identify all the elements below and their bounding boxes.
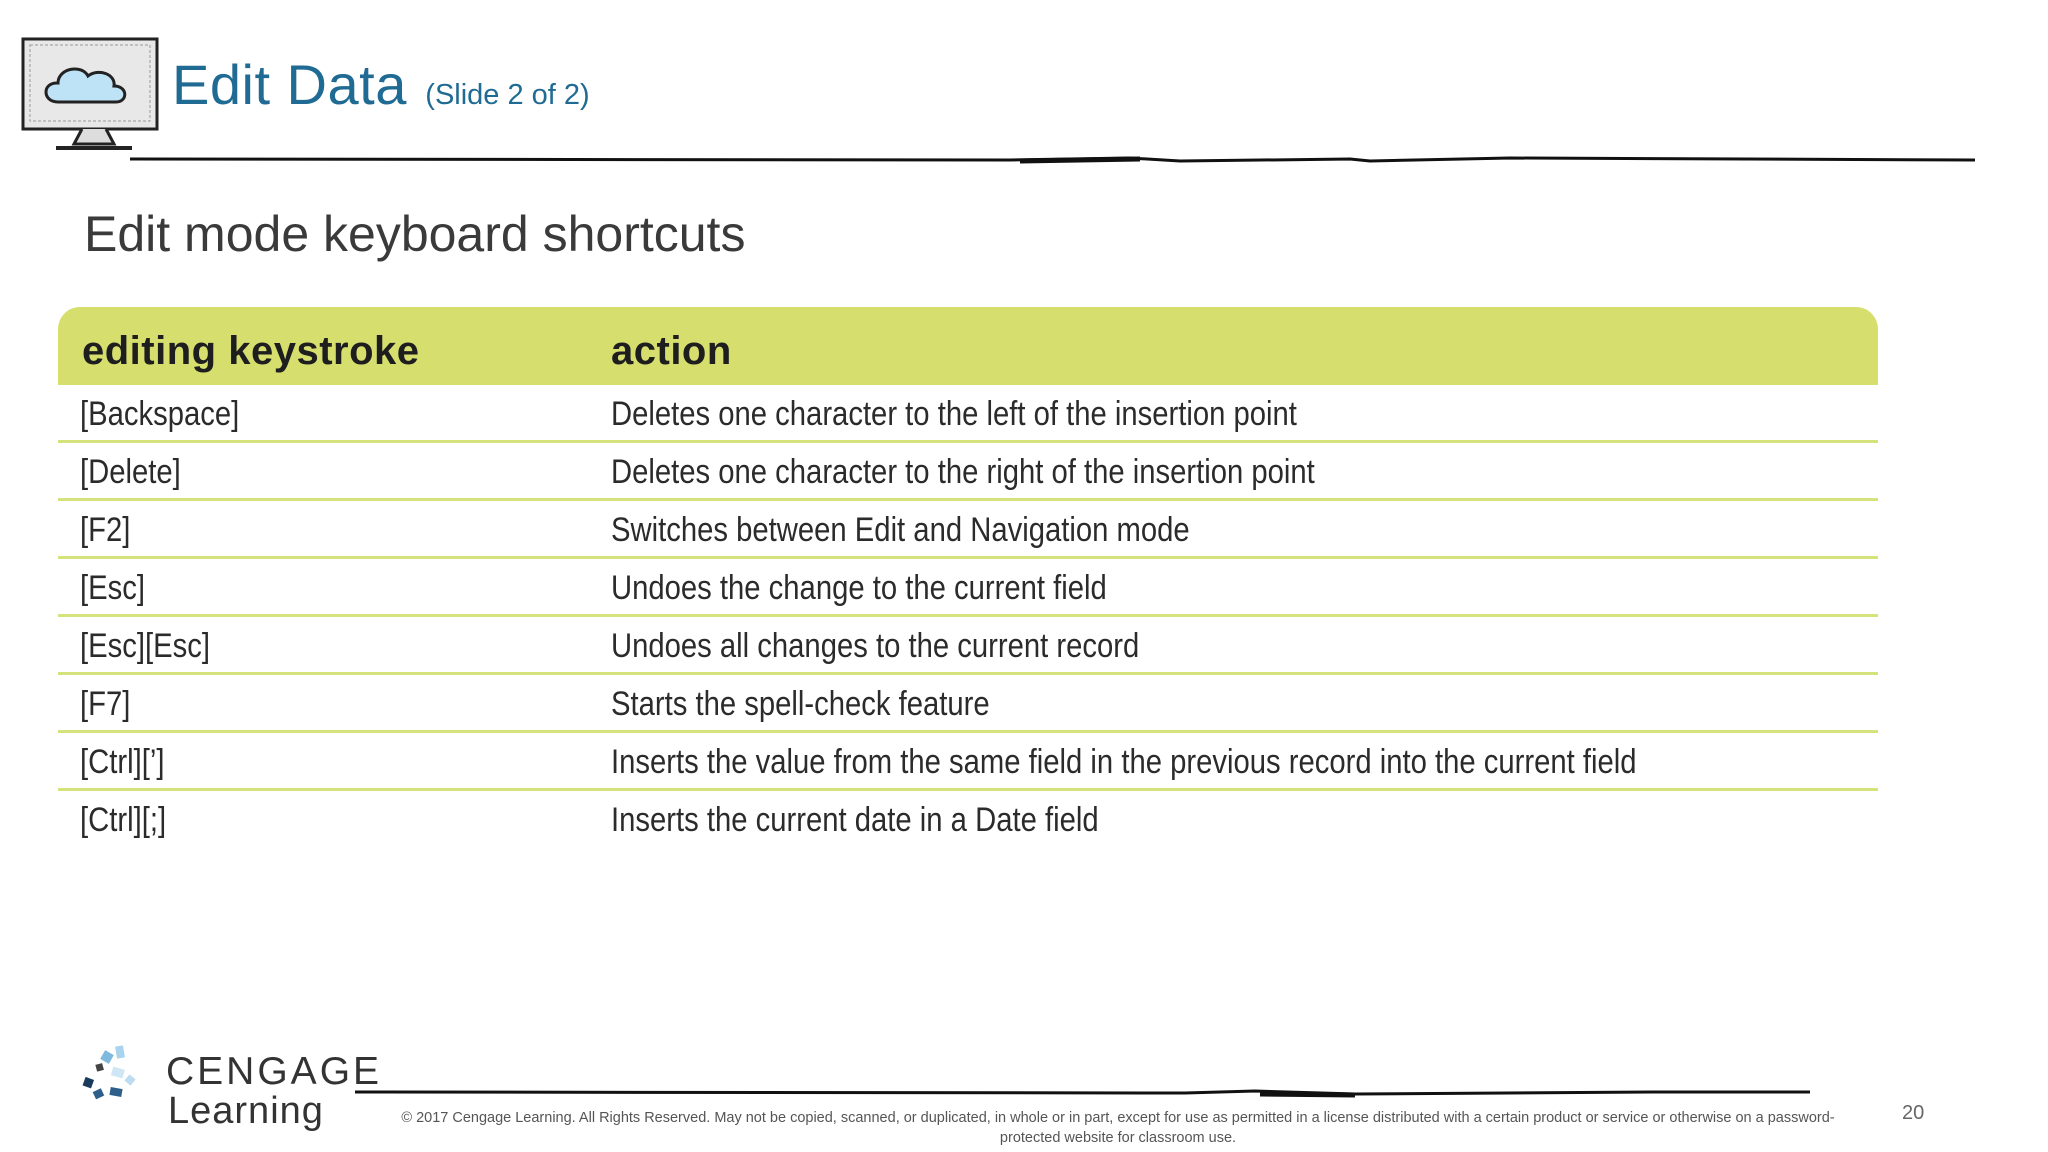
slide-title: [172, 52, 590, 117]
action-cell: Starts the spell-check feature: [611, 685, 990, 723]
title-main: Edit Data: [172, 53, 407, 116]
keystroke-cell: [F2]: [80, 511, 131, 549]
column-header-action: action: [611, 329, 732, 373]
keystroke-cell: [Ctrl][’]: [80, 743, 165, 781]
action-cell: Deletes one character to the left of the insertion point: [611, 395, 1297, 433]
table-row: [58, 675, 1878, 733]
action-cell: Switches between Edit and Navigation mode: [611, 511, 1190, 549]
keystroke-cell: [F7]: [80, 685, 131, 723]
table-row: [58, 617, 1878, 675]
action-cell: Inserts the value from the same field in the previous record into the current field: [611, 743, 1637, 781]
keystroke-cell: [Backspace]: [80, 395, 240, 433]
title-suffix: (Slide 2 of 2): [425, 79, 590, 111]
action-cell: Undoes the change to the current field: [611, 569, 1107, 607]
keystroke-cell: [Esc]: [80, 569, 145, 607]
logo-text-learning: Learning: [168, 1090, 324, 1132]
keystroke-cell: [Esc][Esc]: [80, 627, 210, 665]
table-row: [58, 385, 1878, 443]
table-header: [58, 307, 1878, 385]
keystroke-cell: [Ctrl][;]: [80, 801, 167, 839]
action-cell: Undoes all changes to the current record: [611, 627, 1140, 665]
table-row: [58, 559, 1878, 617]
column-header-keystroke: editing keystroke: [82, 329, 420, 373]
keystroke-cell: [Delete]: [80, 453, 181, 491]
logo-text-cengage: CENGAGE: [166, 1050, 383, 1093]
copyright-notice: © 2017 Cengage Learning. All Rights Reserved. May not be copied, scanned, or duplicated, in whole or in part, except for use as permitted in a license distributed with a certain product or service or otherwise on a password-protected website for classroom use.: [401, 1110, 1835, 1146]
shortcut-table-body: [58, 385, 1878, 846]
footer-divider: [355, 1084, 1810, 1100]
table-row: [58, 791, 1878, 846]
table-row: [58, 733, 1878, 791]
section-heading: Edit mode keyboard shortcuts: [84, 206, 746, 262]
action-cell: Inserts the current date in a Date field: [611, 801, 1099, 839]
table-row: [58, 501, 1878, 559]
table-row: [58, 443, 1878, 501]
page-number: 20: [1902, 1102, 1925, 1124]
cloud-monitor-icon: [20, 36, 162, 156]
action-cell: Deletes one character to the right of the insertion point: [611, 453, 1315, 491]
header-divider: [130, 150, 1975, 168]
